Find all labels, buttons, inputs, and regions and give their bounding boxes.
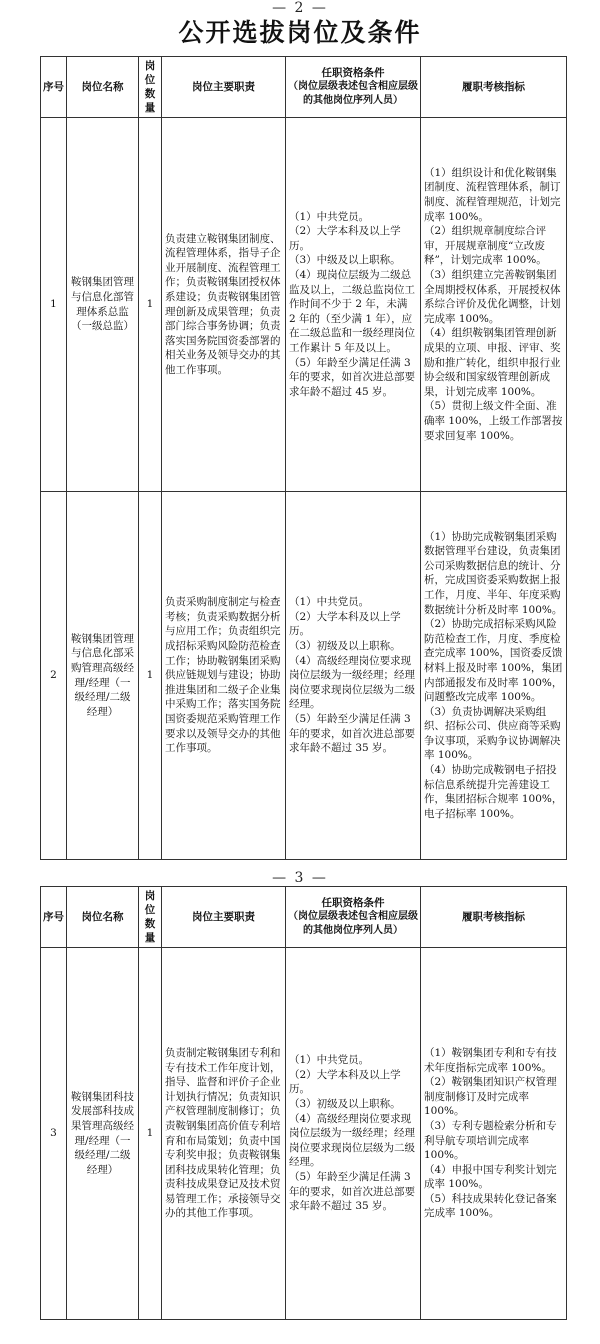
requirements-list — [286, 492, 421, 860]
kpi-item: （1）协助完成鞍钢集团采购数据管理平台建设，负责集团公司采购数据信息的统计、分析，完成国资委采购数据上报工作，月度、半年、年度采购数据统计分析及时率 100%。 — [424, 530, 563, 616]
header-duties: 岗位主要职责 — [162, 887, 286, 948]
header-count: 岗位数量 — [139, 57, 162, 118]
kpi-item: （2）组织规章制度综合评审，开展规章制度“立改废释”，计划完成率 100%。 — [424, 225, 547, 267]
kpi-item: （1）组织设计和优化鞍钢集团制度、流程管理体系，制订制度、流程管理规范，计划完成率 100%。 — [424, 166, 561, 223]
requirement-item: （5）年龄至少满足任满 3 年的要求，如首次进总部要求年龄不超过 45 岁。 — [289, 356, 415, 398]
kpi-item: （4）申报中国专利奖计划完成率 100%。 — [424, 1163, 557, 1191]
requirement-item: （3）初级及以上职称。 — [289, 640, 401, 653]
requirement-item: （4）高级经理岗位要求现岗位层级为一级经理；经理岗位要求现岗位层级为二级经理。 — [289, 1112, 415, 1169]
table-row — [41, 492, 567, 860]
position-name: 鞍钢集团管理与信息化部采购管理高级经理/经理（一级经理/二级经理） — [67, 492, 139, 860]
requirement-item: （1）中共党员。 — [289, 596, 370, 609]
requirements-list — [286, 948, 421, 1320]
position-count: 1 — [139, 492, 162, 860]
main-duties: 负责制定鞍钢集团专利和专有技术工作年度计划，指导、监督和评价子企业计划执行情况；负责知识产权管理制度制修订；负责鞍钢集团高价值专利培育和布局策划；负责中国专利奖申报；负责鞍钢集团科技成果转化管理；负责科技成果登记及技术贸易管理工作；承接领导交办的其他工作事项。 — [162, 948, 286, 1320]
requirement-item: （5）年龄至少满足任满 3 年的要求，如首次进总部要求年龄不超过 35 岁。 — [289, 1170, 415, 1213]
kpi-item: （5）贯彻上级文件全面、准确率 100%，上级工作部署按要求回复率 100%。 — [424, 400, 563, 442]
requirement-item: （2）大学本科及以上学历。 — [289, 1068, 401, 1096]
header-requirements-label: 任职资格条件 — [321, 67, 385, 79]
position-count: 1 — [139, 948, 162, 1320]
kpi-item: （2）协助完成招标采购风险防范检查工作，月度、季度检查完成率 100%，国资委反馈材料上报及时率 100%，集团内部通报发布及时率 100%，问题整改完成率 100%。 — [424, 618, 563, 704]
header-requirements — [286, 887, 421, 948]
requirements-list — [286, 118, 421, 492]
header-position: 岗位名称 — [67, 57, 139, 118]
requirement-item: （1）中共党员。 — [289, 210, 370, 223]
kpi-item: （2）鞍钢集团知识产权管理制度制修订及时完成率 100%。 — [424, 1076, 557, 1118]
header-requirements-label: 任职资格条件 — [321, 897, 385, 909]
header-kpi: 履职考核指标 — [421, 887, 567, 948]
row-number: 1 — [41, 118, 67, 492]
table-header-row — [41, 887, 567, 948]
row-number: 3 — [41, 948, 67, 1320]
position-table-page-2 — [40, 56, 567, 860]
kpi-item: （1）鞍钢集团专利和专有技术年度指标完成率 100%。 — [424, 1046, 557, 1074]
page-title: 公开选拔岗位及条件 — [178, 18, 422, 47]
header-no: 序号 — [41, 887, 67, 948]
position-name: 鞍钢集团科技发展部科技成果管理高级经理/经理（一级经理/二级经理） — [67, 948, 139, 1320]
row-number: 2 — [41, 492, 67, 860]
kpi-item: （5）科技成果转化登记备案完成率 100%。 — [424, 1192, 557, 1220]
kpi-item: （3）负责协调解决采购组织、招标公司、供应商等采购争议事项，采购争议协调解决率 100%。 — [424, 705, 561, 762]
requirement-item: （2）大学本科及以上学历。 — [289, 225, 401, 252]
main-duties: 负责采购制度制定与检查考核；负责采购数据分析与应用工作；负责组织完成招标采购风险防范检查工作；协助鞍钢集团采购供应链规划与建设；协助推进集团和二级子企业集中采购工作；落实国务院国资委规范采购管理工作要求以及领导交办的其他工作事项。 — [162, 492, 286, 860]
page-number: — 3 — — [272, 870, 328, 886]
kpi-list — [421, 948, 567, 1320]
requirement-item: （4）高级经理岗位要求现岗位层级为一级经理；经理岗位要求现岗位层级为二级经理。 — [289, 654, 415, 711]
header-requirements-note: （岗位层级表述包含相应层级的其他岗位序列人员） — [288, 81, 418, 106]
table-row — [41, 948, 567, 1320]
header-count: 岗位数量 — [139, 887, 162, 948]
position-count: 1 — [139, 118, 162, 492]
table-header-row — [41, 57, 567, 118]
page-number: — 2 — — [272, 0, 328, 16]
header-requirements-note: （岗位层级表述包含相应层级的其他岗位序列人员） — [288, 911, 418, 936]
requirement-item: （1）中共党员。 — [289, 1054, 370, 1067]
kpi-list — [421, 118, 567, 492]
header-requirements — [286, 57, 421, 118]
requirement-item: （5）年龄至少满足任满 3 年的要求，如首次进总部要求年龄不超过 35 岁。 — [289, 712, 415, 755]
kpi-list — [421, 492, 567, 860]
kpi-item: （3）专利专题检索分析和专利导航专项培训完成率 100%。 — [424, 1119, 557, 1162]
position-table-page-3 — [40, 886, 567, 1320]
kpi-item: （4）组织鞍钢集团管理创新成果的立项、申报、评审、奖励和推广转化，组织申报行业协会级和国家级管理创新成果，计划完成率 100%。 — [424, 327, 561, 398]
position-name: 鞍钢集团管理与信息化部管理体系总监（一级总监） — [67, 118, 139, 492]
requirement-item: （2）大学本科及以上学历。 — [289, 610, 401, 638]
requirement-item: （4）现岗位层级为二级总监及以上，二级总监岗位工作时间不少于 2 年，未满 2 年的（至少满 1 年），应在二级总监和一级经理岗位工作累计 5 年及以上。 — [289, 269, 415, 354]
main-duties: 负责建立鞍钢集团制度、流程管理体系，指导子企业开展制度、流程管理工作；负责鞍钢集团授权体系建设；负责鞍钢集团管理创新及成果管理；负责部门综合事务协调；负责落实国务院国资委部署的相关业务及领导交办的其他工作事项。 — [162, 118, 286, 492]
header-duties: 岗位主要职责 — [162, 57, 286, 118]
header-position: 岗位名称 — [67, 887, 139, 948]
requirement-item: （3）初级及以上职称。 — [289, 1098, 401, 1111]
header-kpi: 履职考核指标 — [421, 57, 567, 118]
header-no: 序号 — [41, 57, 67, 118]
requirement-item: （3）中级及以上职称。 — [289, 254, 401, 267]
table-row — [41, 118, 567, 492]
kpi-item: （3）组织建立完善鞍钢集团全周期授权体系，开展授权体系综合评价及优化调整，计划完成率 100%。 — [424, 269, 561, 325]
kpi-item: （4）协助完成鞍钢电子招投标信息系统提升完善建设工作，集团招标合规率 100%，电子招标率 100%。 — [424, 764, 563, 820]
